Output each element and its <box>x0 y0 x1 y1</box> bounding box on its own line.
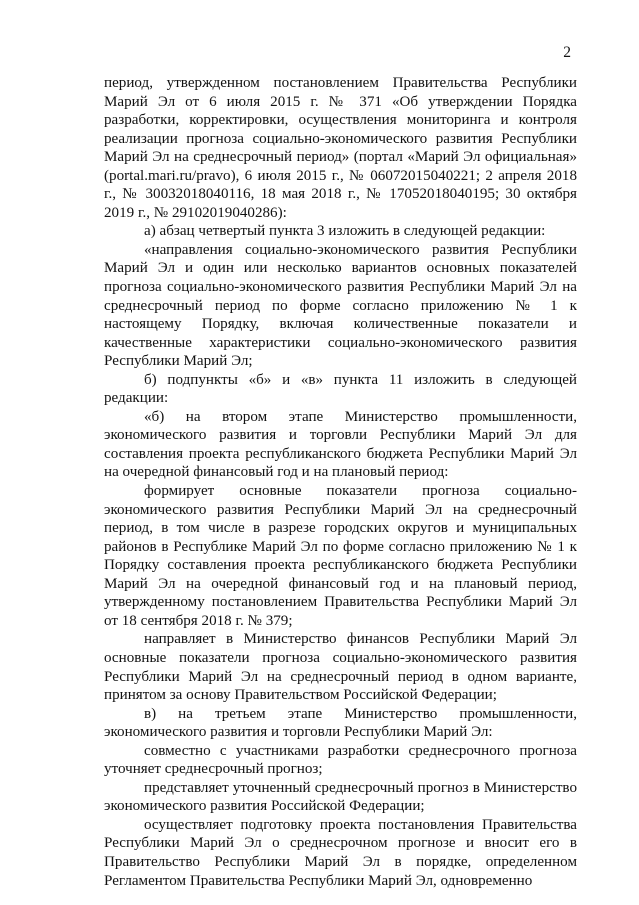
paragraph-refines-forecast: совместно с участниками разработки среднесрочного прогноза уточняет среднесрочный прогноз; <box>104 742 577 778</box>
paragraph-decree-reference: период, утвержденном постановлением Правительства Республики Марий Эл от 6 июля 2015 г. № 371 «Об утверждении Порядка разработки, корректировки, осуществления мониторинга и контроля реализации прогноза социально-экономического развития Республики Марий Эл на среднесрочный период» (портал «Марий Эл официальная» (portal.mari.ru/pravo), 6 июля 2015 г., № 06072015040221; 2 апреля 2018 г., № 30032018040116, 18 мая 2018 г., № 17052018040195; 30 октября 2019 г., № 29102019040286): <box>104 75 577 221</box>
paragraph-third-stage: в) на третьем этапе Министерство промышленности, экономического развития и торговли Республики Марий Эл: <box>104 705 577 741</box>
paragraph-item-a-text: «направления социально-экономического развития Республики Марий Эл и один или несколько вариантов основных показателей прогноза социально-экономического развития Республики Марий Эл на среднесрочный период по форме согласно приложению № 1 к настоящему Порядку, включая количественные показатели и качественные характеристики социально-экономического развития Республики Марий Эл; <box>104 241 577 370</box>
paragraph-second-stage: «б) на втором этапе Министерство промышленности, экономического развития и торговли Республики Марий Эл для составления проекта республиканского бюджета Республики Марий Эл на очередной финансовый год и на плановый период: <box>104 408 577 481</box>
paragraph-item-a: а) абзац четвертый пункта 3 изложить в следующей редакции: <box>144 223 546 240</box>
paragraph-item-b: б) подпункты «б» и «в» пункта 11 изложить в следующей редакции: <box>104 371 577 407</box>
document-body <box>104 74 577 890</box>
page-number: 2 <box>563 44 571 61</box>
paragraph-prepares-draft: осуществляет подготовку проекта постановления Правительства Республики Марий Эл о среднесрочном прогнозе и вносит его в Правительство Республики Марий Эл в порядке, определенном Регламентом Правительства Республики Марий Эл, одновременно <box>104 816 577 889</box>
paragraph-forms-indicators: формирует основные показатели прогноза социально-экономического развития Республики Марий Эл на среднесрочный период, в том числе в разрезе городских округов и муниципальных районов в Республике Марий Эл по форме согласно приложению № 1 к Порядку составления проекта республиканского бюджета Республики Марий Эл на очередной финансовый год и на плановый период, утвержденному постановлением Правительства Республики Марий Эл от 18 сентября 2018 г. № 379; <box>104 483 577 629</box>
paragraph-submits-forecast: представляет уточненный среднесрочный прогноз в Министерство экономического развития Российской Федерации; <box>104 779 577 815</box>
paragraph-sends-to-ministry: направляет в Министерство финансов Республики Марий Эл основные показатели прогноза социально-экономического развития Республики Марий Эл на среднесрочный период в одном варианте, принятом за основу Правительством Российской Федерации; <box>104 631 577 704</box>
